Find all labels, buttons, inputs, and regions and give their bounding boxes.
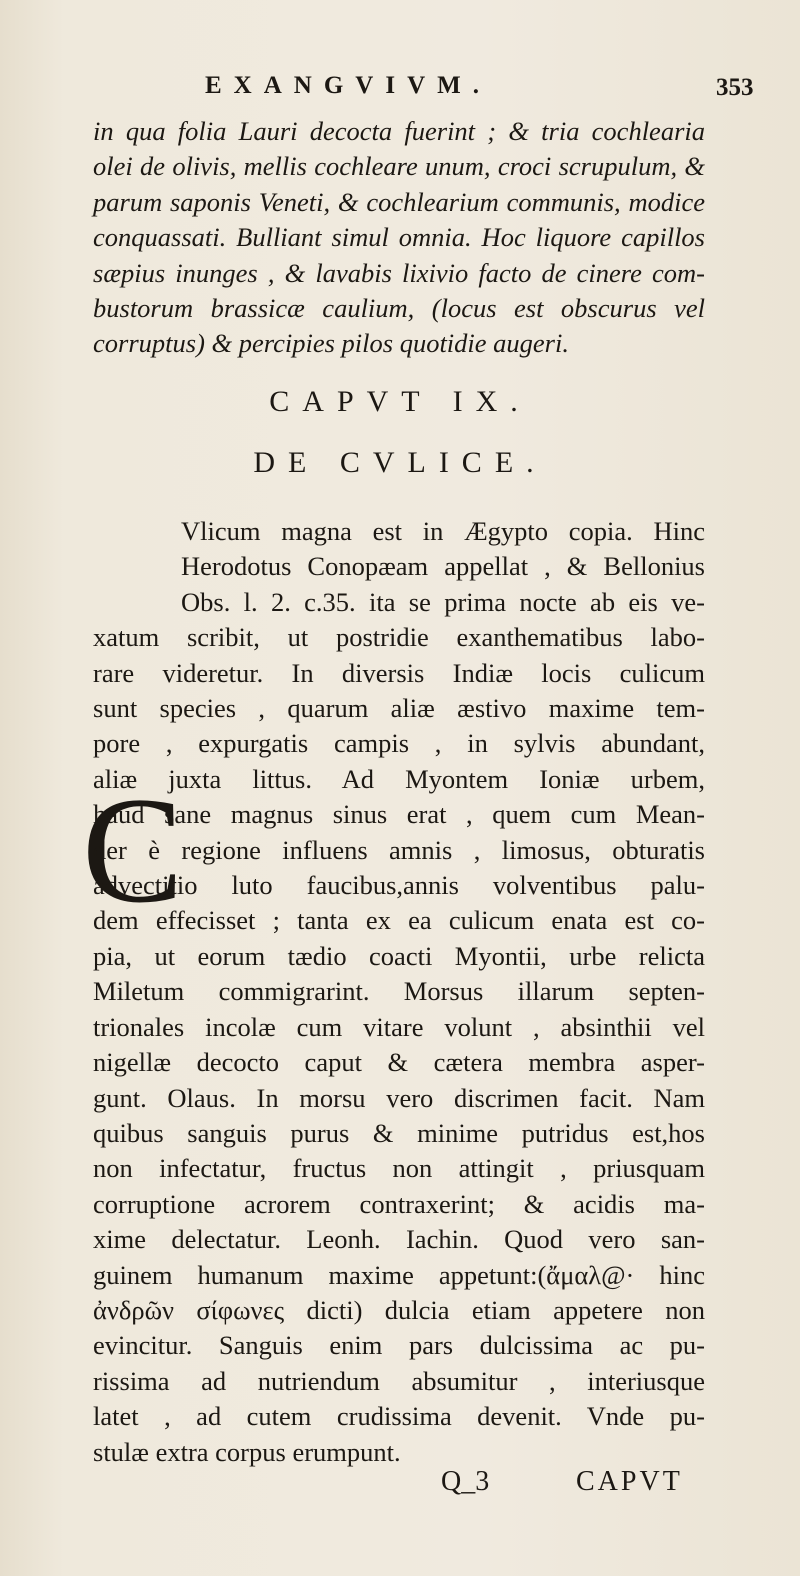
page-footer: [0, 1466, 800, 1506]
text-line: gunt. Olaus. In morsu vero discrimen facit. Nam: [93, 1082, 705, 1113]
text-line: nigellæ decocto caput & cætera membra asper-: [93, 1047, 705, 1078]
running-head-title: EXANGVIVM.: [205, 72, 491, 99]
text-line: der è regione influens amnis , limosus, obturatis: [93, 834, 705, 865]
text-line: pore , expurgatis campis , in sylvis abundant,: [93, 728, 705, 759]
text-line: evincitur. Sanguis enim pars dulcissima ac pu-: [93, 1330, 705, 1361]
text-line: xime delectatur. Leonh. Iachin. Quod vero san-: [93, 1224, 705, 1255]
chapter-heading: CAPVT IX.: [269, 385, 531, 418]
chapter-title: DE CVLICE.: [253, 446, 547, 479]
text-line: Miletum commigrarint. Morsus illarum septen-: [93, 976, 705, 1007]
text-line: dem effecisset ; tanta ex ea culicum enata est co-: [93, 905, 705, 936]
text-line: trionales incolæ cum vitare volunt , absinthii vel: [93, 1011, 705, 1042]
text-line: pia, ut eorum tædio coacti Myontii, urbe relicta: [93, 940, 705, 971]
running-head: [0, 72, 800, 112]
text-line: corruptione acrorem contraxerint; & acidis ma-: [93, 1188, 705, 1219]
text-line: aliæ juxta littus. Ad Myontem Ioniæ urbem,: [93, 763, 705, 794]
page-number: 353: [716, 74, 754, 101]
text-line: xatum scribit, ut postridie exanthematibus labo-: [93, 622, 705, 653]
text-line: advectitio luto faucibus,annis volventibus palu-: [93, 870, 705, 901]
text-line: Vlicum magna est in Ægypto copia. Hinc: [181, 516, 705, 546]
text-line: bustorum brassicæ caulium, (locus est obscurus vel: [93, 293, 705, 324]
text-line: conquassati. Bulliant simul omnia. Hoc liquore capillos: [93, 222, 705, 253]
text-line: non infectatur, fructus non attingit , priusquam: [93, 1153, 705, 1184]
text-line: guinem humanum maxime appetunt:(ἄμαλ@· hinc: [93, 1259, 705, 1290]
text-line: Obs. l. 2. c.35. ita se prima nocte ab eis ve-: [181, 586, 705, 617]
catchword: CAPVT: [576, 1466, 683, 1497]
text-line: haud sane magnus sinus erat , quem cum Mean-: [93, 799, 705, 830]
text-line: rissima ad nutriendum absumitur , interiusque: [93, 1365, 705, 1396]
text-line: sæpius inunges , & lavabis lixivio facto de cinere com-: [93, 257, 705, 288]
text-line: olei de olivis, mellis cochleare unum, croci scrupulum, &: [93, 151, 705, 182]
drop-cap: C: [82, 766, 184, 934]
text-line: latet , ad cutem crudissima devenit. Vnde pu-: [93, 1401, 705, 1432]
paragraph-culex: [93, 514, 705, 1470]
text-line: corruptus) & percipies pilos quotidie augeri.: [93, 328, 569, 359]
text-line: rare videretur. In diversis Indiæ locis culicum: [93, 657, 705, 688]
text-line: quibus sanguis purus & minime putridus est,hos: [93, 1117, 705, 1148]
text-line: ἀνδρῶν σίφωνες dicti) dulcia etiam appetere non: [93, 1294, 705, 1325]
text-line: in qua folia Lauri decocta fuerint ; & tria cochlearia: [93, 116, 705, 146]
text-line: parum saponis Veneti, & cochlearium communis, modice: [93, 186, 705, 217]
text-line: stulæ extra corpus erumpunt.: [93, 1436, 401, 1467]
text-line: sunt species , quarum aliæ æstivo maxime tem-: [93, 693, 705, 724]
text-line: Herodotus Conopæam appellat , & Bellonius: [181, 551, 705, 582]
paragraph-recipe: [93, 114, 705, 362]
signature-mark: Q_3: [441, 1466, 490, 1497]
